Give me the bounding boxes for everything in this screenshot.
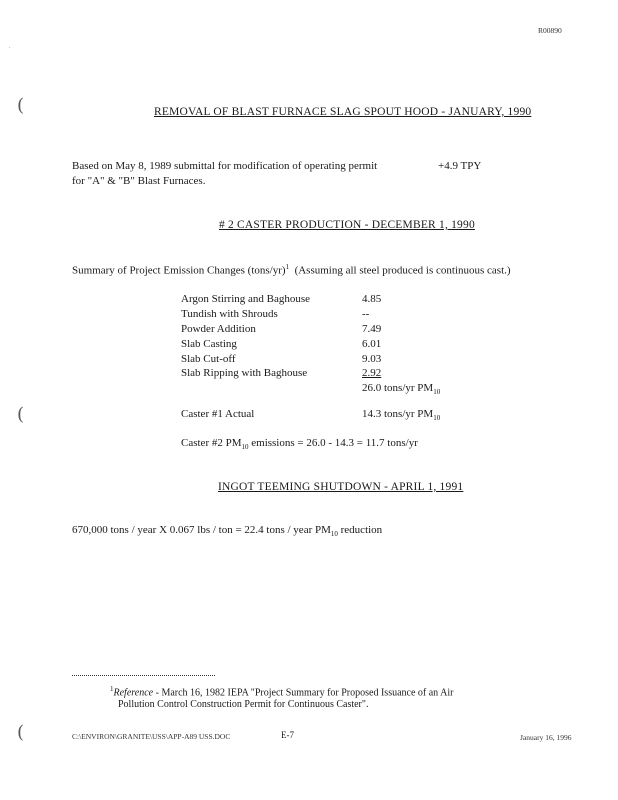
footer-file-path: C:\ENVIRON\GRANITE\USS\APP-A89 USS.DOC	[72, 732, 231, 741]
caster2-calc	[181, 437, 418, 451]
emission-item-value: 2.92	[362, 367, 382, 379]
emission-item-value: 6.01	[362, 338, 382, 350]
calc-rest: emissions = 26.0 - 14.3 = 11.7 tons/yr	[248, 437, 418, 449]
section1-line2: for "A" & "B" Blast Furnaces.	[72, 175, 206, 187]
total-value: 26.0 tons/yr PM	[362, 382, 434, 394]
footnote-text1: - March 16, 1982 IEPA "Project Summary for Proposed Issuance of an Air	[153, 687, 454, 699]
emission-item-value: 9.03	[362, 353, 382, 365]
section1-value: +4.9 TPY	[438, 160, 482, 172]
emission-item-label: Tundish with Shrouds	[181, 308, 278, 320]
footnote-line1	[110, 685, 453, 698]
margin-mark: (	[17, 95, 25, 116]
margin-mark: (	[17, 404, 25, 425]
emission-item-label: Slab Ripping with Baghouse	[181, 367, 308, 379]
footnote-divider	[72, 675, 215, 676]
calc-suffix: reduction	[337, 524, 383, 536]
section3-calc	[72, 524, 382, 538]
calc-prefix: Caster #2 PM	[181, 437, 242, 449]
footer-page-number: E-7	[281, 730, 294, 740]
footnote-ref-word: Reference	[113, 687, 154, 699]
emission-item-value: 7.49	[362, 323, 382, 335]
pm-subscript: 10	[241, 443, 249, 452]
emission-item-value: --	[362, 308, 370, 320]
pm-subscript: 10	[433, 414, 441, 423]
scan-dot: .	[9, 44, 11, 50]
summary-text: Summary of Project Emission Changes (tons/yr)	[72, 264, 286, 277]
actual-value: 14.3 tons/yr PM	[362, 408, 434, 420]
section1-title: REMOVAL OF BLAST FURNACE SLAG SPOUT HOOD - JANUARY, 1990	[154, 106, 532, 118]
footnote-sup: 1	[110, 685, 114, 693]
emission-item-value: 4.85	[362, 293, 382, 305]
actual-value-line	[362, 408, 440, 422]
summary-line	[72, 263, 511, 277]
footnote-line2: Pollution Control Construction Permit for Continuous Caster".	[118, 699, 369, 710]
margin-mark: (	[17, 722, 25, 743]
emission-item-label: Slab Cut-off	[181, 353, 236, 365]
section3-title: INGOT TEEMING SHUTDOWN - APRIL 1, 1991	[218, 481, 464, 493]
summary-note: (Assuming all steel produced is continuous cast.)	[294, 264, 511, 277]
calc-prefix: 670,000 tons / year X 0.067 lbs / ton = 22.4 tons / year PM	[72, 524, 331, 536]
pm-subscript: 10	[330, 530, 338, 539]
footnote-ref: 1	[285, 263, 290, 271]
emission-total	[362, 382, 440, 396]
actual-label: Caster #1 Actual	[181, 408, 255, 420]
document-id: R00890	[538, 26, 562, 35]
emission-item-label: Slab Casting	[181, 338, 237, 350]
emission-item-label: Argon Stirring and Baghouse	[181, 293, 311, 305]
section2-title: # 2 CASTER PRODUCTION - DECEMBER 1, 1990	[219, 219, 475, 231]
pm-subscript: 10	[433, 388, 441, 397]
footer-date: January 16, 1996	[520, 733, 572, 742]
section1-line1: Based on May 8, 1989 submittal for modification of operating permit	[72, 160, 378, 172]
emission-item-label: Powder Addition	[181, 323, 256, 335]
